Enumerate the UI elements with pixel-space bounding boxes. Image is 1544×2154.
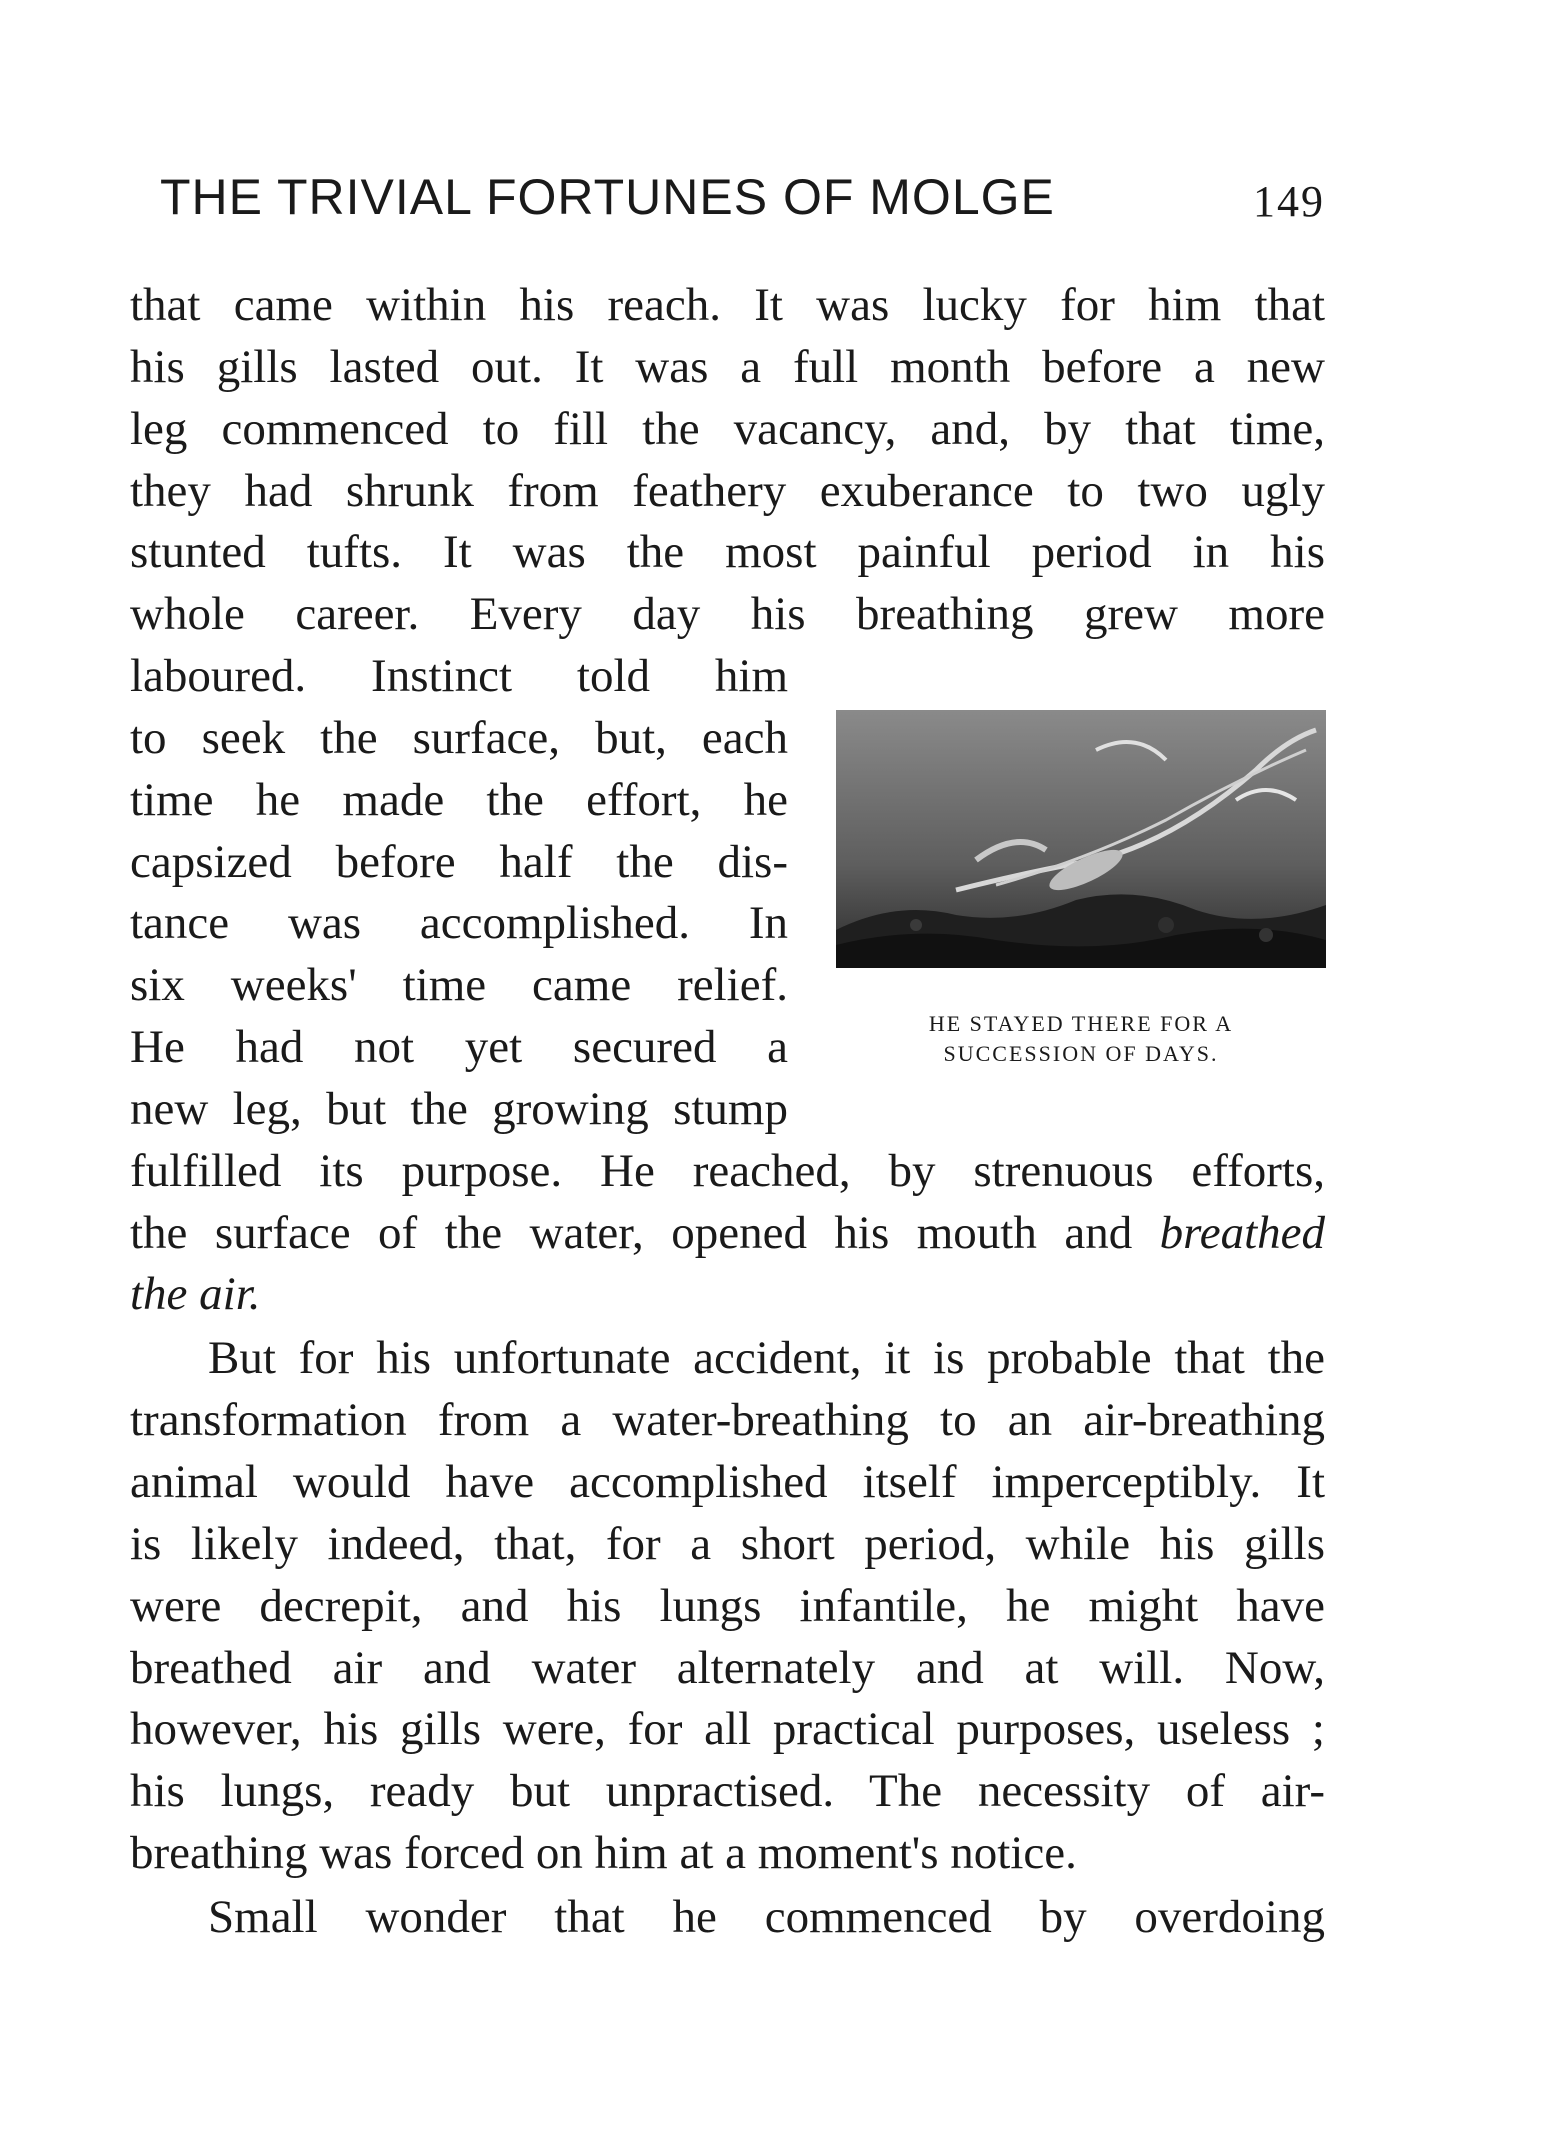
figure-caption-line: SUCCESSION OF DAYS. — [943, 1041, 1219, 1066]
text-line: leg commenced to fill the vacancy, and, by that time, — [130, 403, 1325, 455]
text-line: time he made the effort, he — [130, 774, 788, 826]
text-line: capsized before half the dis- — [130, 836, 788, 888]
text-line: stunted tufts. It was the most painful period in his — [130, 526, 1325, 578]
newt-illustration-image — [836, 710, 1326, 968]
text-line: whole career. Every day his breathing grew more — [130, 588, 1325, 640]
text-line — [130, 1264, 1325, 1324]
text-line: laboured. Instinct told him — [130, 650, 788, 702]
text-line: they had shrunk from feathery exuberance to two ugly — [130, 465, 1325, 517]
illustration-newt — [836, 710, 1326, 968]
text-line: however, his gills were, for all practical purposes, useless ; — [130, 1703, 1325, 1755]
text-line: Small wonder that he commenced by overdoing — [208, 1891, 1325, 1943]
text-line: animal would have accomplished itself imperceptibly. It — [130, 1456, 1325, 1508]
text-span: the surface of the water, opened his mouth and — [130, 1207, 1133, 1259]
text-line: six weeks' time came relief. — [130, 959, 788, 1011]
text-line: breathed air and water alternately and at will. Now, — [130, 1642, 1325, 1694]
running-title: THE TRIVIAL FORTUNES OF MOLGE — [160, 169, 1055, 225]
text-line: He had not yet secured a — [130, 1021, 788, 1073]
text-line — [130, 1203, 1325, 1263]
figure-caption-line: HE STAYED THERE FOR A — [928, 1011, 1234, 1036]
text-line: that came within his reach. It was lucky for him that — [130, 279, 1325, 331]
italic-text: the air. — [130, 1268, 261, 1320]
text-line: new leg, but the growing stump — [130, 1083, 788, 1135]
text-line: to seek the surface, but, each — [130, 712, 788, 764]
text-line: is likely indeed, that, for a short period, while his gills — [130, 1518, 1325, 1570]
text-line: his lungs, ready but unpractised. The necessity of air- — [130, 1765, 1325, 1817]
page-number: 149 — [1253, 177, 1325, 226]
text-line: tance was accomplished. In — [130, 897, 788, 949]
text-line: breathing was forced on him at a moment's notice. — [130, 1827, 1077, 1879]
text-line: transformation from a water-breathing to an air-breathing — [130, 1394, 1325, 1446]
text-line: were decrepit, and his lungs infantile, he might have — [130, 1580, 1325, 1632]
running-head — [160, 168, 1325, 238]
text-line: fulfilled its purpose. He reached, by strenuous efforts, — [130, 1145, 1325, 1197]
italic-text: breathed — [1159, 1207, 1325, 1259]
text-line: But for his unfortunate accident, it is probable that the — [208, 1332, 1325, 1384]
text-line: his gills lasted out. It was a full month before a new — [130, 341, 1325, 393]
